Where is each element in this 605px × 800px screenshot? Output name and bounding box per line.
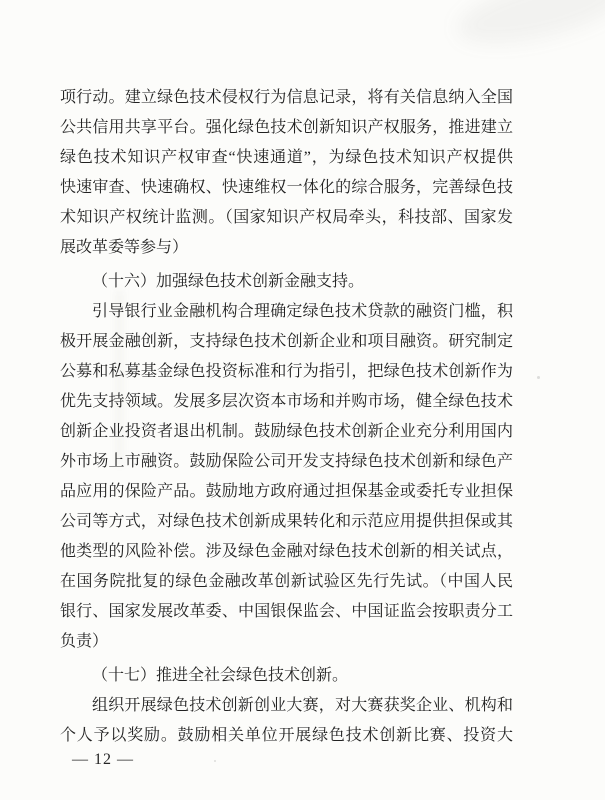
body-line: 术知识产权统计监测。（国家知识产权局牵头，科技部、国家发 [60,209,513,226]
body-line: 银行、国家发展改革委、中国银保监会、中国证监会按职责分工 [60,603,513,620]
section-heading-16: （十六）加强绿色技术创新金融支持。 [92,273,365,290]
page-number: — 12 — [72,751,134,768]
body-line: 展改革委等参与） [60,239,189,256]
body-line: 项行动。建立绿色技术侵权行为信息记录，将有关信息纳入全国 [60,89,513,106]
section-heading-17: （十七）推进全社会绿色技术创新。 [92,667,349,684]
scan-smudge-top [451,0,605,57]
body-line: 优先支持领域。发展多层次资本市场和并购市场，健全绿色技术 [60,393,513,410]
body-line: 个人予以奖励。鼓励相关单位开展绿色技术创新比赛、投资大 [60,727,513,744]
body-line: 他类型的风险补偿。涉及绿色金融对绿色技术创新的相关试点， [60,543,513,560]
body-text [60,83,513,751]
body-line: 在国务院批复的绿色金融改革创新试验区先行先试。（中国人民 [60,573,513,590]
body-line: 引导银行业金融机构合理确定绿色技术贷款的融资门槛，积 [92,303,513,320]
body-line: 公司等方式，对绿色技术创新成果转化和示范应用提供担保或其 [60,513,513,530]
body-line: 快速审查、快速确权、快速维权一体化的综合服务，完善绿色技 [60,179,513,196]
scan-speck [537,376,540,379]
scan-speck [214,760,216,762]
body-line: 组织开展绿色技术创新创业大赛，对大赛获奖企业、机构和 [92,697,513,714]
body-line: 负责） [60,633,109,650]
body-line: 创新企业投资者退出机制。鼓励绿色技术创新企业充分利用国内 [60,423,513,440]
body-line: 品应用的保险产品。鼓励地方政府通过担保基金或委托专业担保 [60,483,513,500]
body-line: 公共信用共享平台。强化绿色技术创新知识产权服务，推进建立 [60,119,513,136]
body-line: 外市场上市融资。鼓励保险公司开发支持绿色技术创新和绿色产 [60,453,513,470]
body-line: 极开展金融创新，支持绿色技术创新企业和项目融资。研究制定 [60,333,513,350]
body-line: 公募和私募基金绿色投资标准和行为指引，把绿色技术创新作为 [60,363,513,380]
body-line: 绿色技术知识产权审查“快速通道”，为绿色技术知识产权提供 [60,149,513,166]
